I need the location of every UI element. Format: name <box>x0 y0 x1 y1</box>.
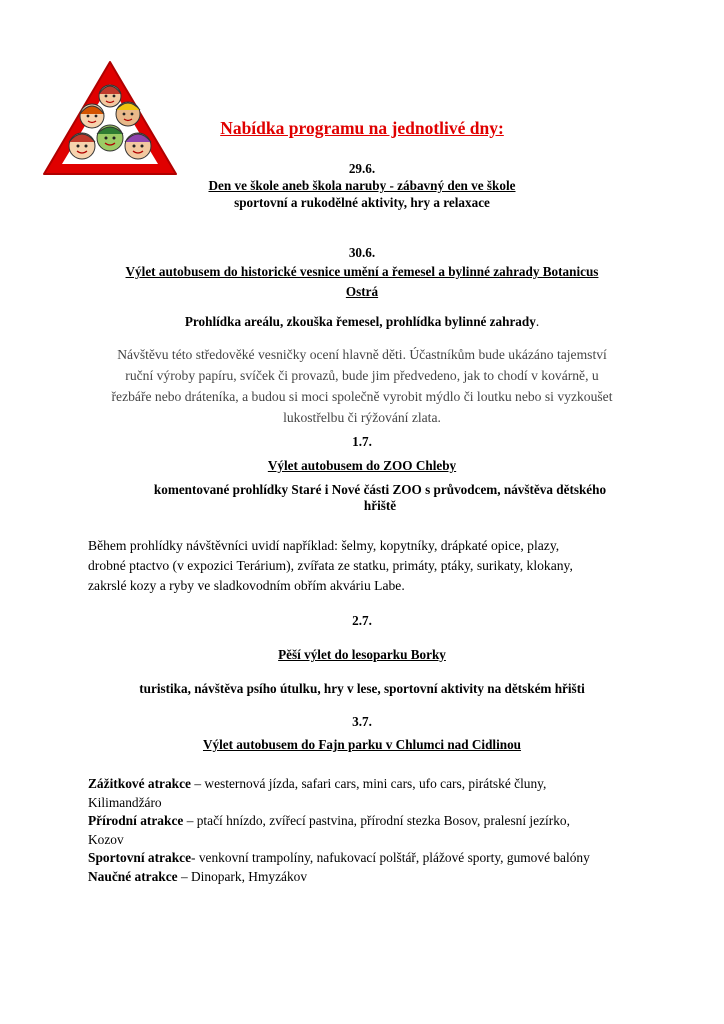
attractions-list <box>88 775 648 886</box>
day-heading: Den ve škole aneb škola naruby - zábavný den ve škole <box>208 178 516 193</box>
attraction-text: – westernová jízda, safari cars, mini cars, ufo cars, pirátské čluny, <box>191 776 547 791</box>
day-heading: Výlet autobusem do historické vesnice umění a řemesel a bylinné zahrady Botanicus <box>125 264 599 279</box>
description-line: drobné ptactvo (v expozici Terárium), zvířata ze statku, primáty, ptáky, surikaty, klokany, <box>88 558 573 573</box>
description-line: řezbáře nebo dráteníka, a budou si moci společně vyrobit mýdlo či loutku nebo si vyzkoušet <box>111 389 613 404</box>
attraction-label: Zážitkové atrakce <box>88 776 192 791</box>
day-date: 30.6. <box>348 245 376 260</box>
attraction-item <box>88 849 648 868</box>
day-subtitle: Prohlídka areálu, zkouška řemesel, prohlídka bylinné zahrady <box>184 314 536 329</box>
day-description <box>88 536 648 596</box>
attraction-label: Sportovní atrakce <box>88 850 192 865</box>
day-subtitle: sportovní a rukodělné aktivity, hry a relaxace <box>234 195 490 210</box>
description-line: lukostřelbu či rýžování zlata. <box>283 410 441 425</box>
attraction-label: Přírodní atrakce <box>88 813 184 828</box>
description-line: ruční výroby papíru, svíček či provazů, bude jim předvedeno, jak to chodí v kovárně, u <box>125 368 599 383</box>
attraction-item-cont: Kozov <box>88 831 124 847</box>
description-line: zakrslé kozy a ryby ve sladkovodním obřím akváriu Labe. <box>88 578 405 593</box>
day-heading: Ostrá <box>345 284 379 299</box>
day-date: 2.7. <box>352 613 372 628</box>
description-line: Během prohlídky návštěvníci uvidí například: šelmy, kopytníky, drápkaté opice, plazy, <box>88 538 560 553</box>
attraction-item <box>88 775 648 794</box>
day-subtitle: hřiště <box>363 498 397 513</box>
attraction-item-cont: Kilimandžáro <box>88 794 162 810</box>
attraction-text: – ptačí hnízdo, zvířecí pastvina, přírodní stezka Bosov, pralesní jezírko, <box>183 813 570 828</box>
day-date: 29.6. <box>348 161 376 176</box>
attraction-item <box>88 812 648 831</box>
day-date: 3.7. <box>352 714 372 729</box>
description-line: Návštěvu této středověké vesničky ocení hlavně děti. Účastníkům bude ukázáno tajemství <box>117 347 607 362</box>
day-heading: Pěší výlet do lesoparku Borky <box>278 647 446 662</box>
day-subtitle: turistika, návštěva psího útulku, hry v lese, sportovní aktivity na dětském hřišti <box>139 681 585 696</box>
day-heading: Výlet autobusem do Fajn parku v Chlumci nad Cidlinou <box>202 737 522 752</box>
day-heading: Výlet autobusem do ZOO Chleby <box>267 458 457 473</box>
day-description <box>80 344 644 428</box>
day-subtitle-wrap <box>80 314 644 330</box>
day-subtitle-end: . <box>535 314 540 329</box>
page-title: Nabídka programu na jednotlivé dny: <box>220 118 504 138</box>
attraction-item <box>88 868 648 887</box>
attraction-label: Naučné atrakce <box>88 868 178 884</box>
attraction-text: – Dinopark, Hmyzákov <box>177 868 308 884</box>
day-date: 1.7. <box>352 434 372 449</box>
day-subtitle: komentované prohlídky Staré i Nové části ZOO s průvodcem, návštěva dětského <box>153 482 607 497</box>
attraction-text: - venkovní trampolíny, nafukovací polštář, plážové sporty, gumové balóny <box>191 850 590 865</box>
